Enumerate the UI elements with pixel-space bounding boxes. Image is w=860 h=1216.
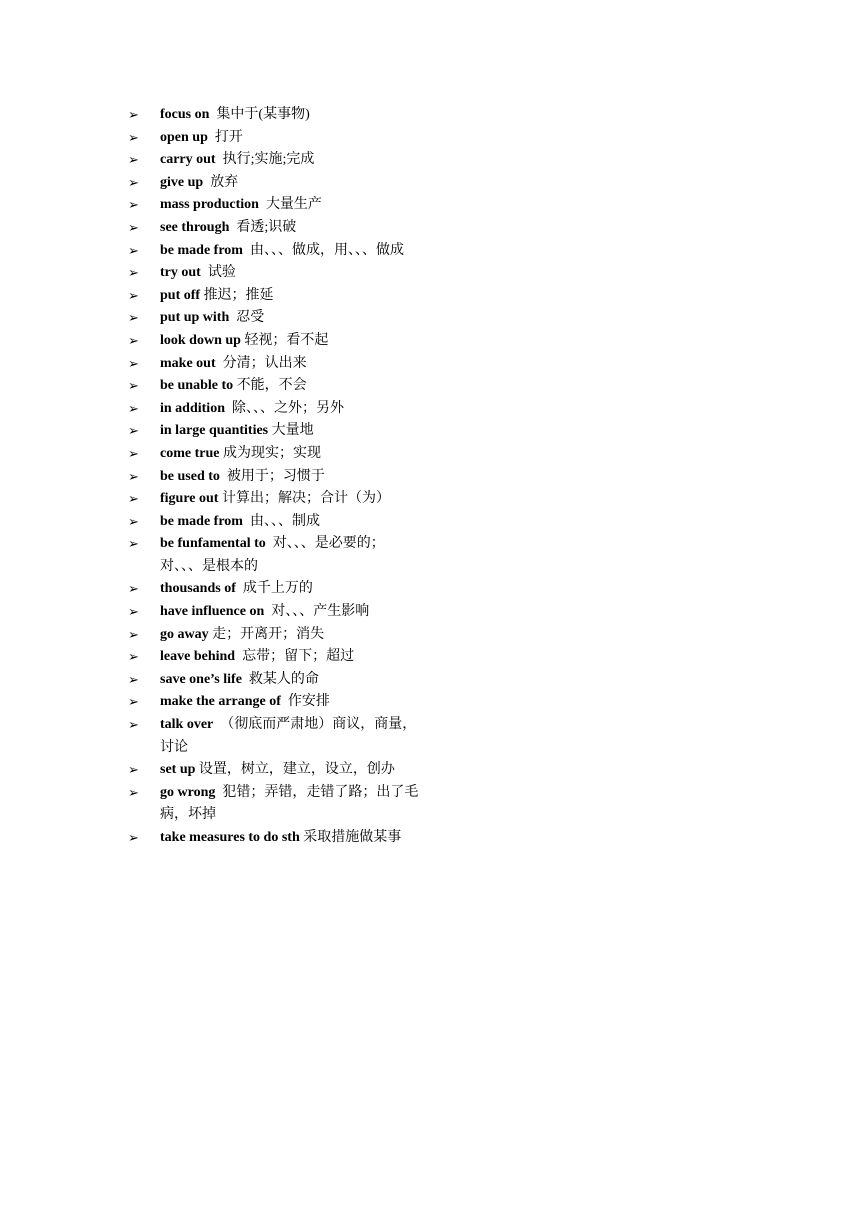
- phrase-entry: [160, 127, 420, 150]
- list-item: [128, 330, 428, 353]
- phrase-meaning: 试验: [207, 265, 236, 281]
- phrase-entry: [160, 240, 420, 263]
- phrase-term: figure out: [160, 491, 219, 507]
- phrase-separator: [220, 469, 227, 484]
- phrase-meaning: 大量地: [271, 423, 314, 439]
- arrow-bullet-icon: ➢: [128, 287, 139, 303]
- list-item: [128, 443, 428, 466]
- arrow-bullet-icon: ➢: [128, 197, 139, 213]
- phrase-entry: [160, 533, 420, 578]
- arrow-bullet-icon: ➢: [128, 310, 139, 326]
- phrase-meaning: 对、、、产生影响: [271, 604, 370, 620]
- phrase-meaning: 不能，不会: [236, 378, 307, 394]
- arrow-bullet-icon: ➢: [128, 649, 139, 665]
- phrase-entry: [160, 285, 420, 308]
- phrase-separator: [243, 514, 250, 529]
- phrase-separator: [201, 265, 208, 280]
- phrase-term: leave behind: [160, 649, 236, 665]
- phrase-meaning: （彻底而严肃地）商议，商量，讨论: [160, 717, 417, 755]
- list-item: [128, 578, 428, 601]
- phrase-term: be used to: [160, 468, 220, 484]
- phrase-meaning: 救某人的命: [248, 671, 319, 687]
- list-item: [128, 307, 428, 330]
- phrase-entry: [160, 488, 420, 511]
- phrase-entry: [160, 827, 420, 850]
- list-item: [128, 149, 428, 172]
- phrase-entry: [160, 782, 420, 827]
- phrase-term: make the arrange of: [160, 694, 281, 710]
- arrow-bullet-icon: ➢: [128, 129, 139, 145]
- arrow-bullet-icon: ➢: [128, 513, 139, 529]
- phrase-entry: [160, 194, 420, 217]
- phrase-meaning: 集中于(某事物): [216, 107, 310, 122]
- phrase-meaning: 分清；认出来: [222, 355, 307, 371]
- phrase-meaning: 忍受: [236, 310, 265, 326]
- phrase-entry: [160, 353, 420, 376]
- phrase-meaning: 被用于；习惯于: [226, 468, 325, 484]
- phrase-entry: [160, 691, 420, 714]
- list-item: [128, 353, 428, 376]
- phrase-term: be made from: [160, 513, 243, 529]
- phrase-meaning: 走；开离开；消失: [212, 626, 325, 642]
- arrow-bullet-icon: ➢: [128, 423, 139, 439]
- list-item: [128, 669, 428, 692]
- phrase-meaning: 除、、、之外；另外: [231, 400, 344, 416]
- phrase-term: open up: [160, 129, 208, 145]
- list-item: [128, 375, 428, 398]
- phrase-entry: [160, 466, 420, 489]
- list-item: [128, 759, 428, 782]
- phrase-separator: [243, 243, 250, 258]
- arrow-bullet-icon: ➢: [128, 581, 139, 597]
- phrase-entry: [160, 398, 420, 421]
- arrow-bullet-icon: ➢: [128, 536, 139, 552]
- phrase-separator: [266, 536, 273, 551]
- arrow-bullet-icon: ➢: [128, 445, 139, 461]
- phrase-term: thousands of: [160, 581, 236, 597]
- phrase-entry: [160, 420, 420, 443]
- phrase-term: carry out: [160, 152, 216, 168]
- phrase-term: see through: [160, 219, 230, 235]
- phrase-meaning: 作安排: [287, 694, 330, 710]
- arrow-bullet-icon: ➢: [128, 694, 139, 710]
- phrase-separator: [242, 672, 249, 687]
- phrase-separator: [259, 197, 266, 212]
- list-item: [128, 172, 428, 195]
- phrase-meaning: 大量生产: [265, 197, 322, 213]
- phrase-meaning: 成千上万的: [242, 581, 313, 597]
- phrase-entry: [160, 601, 420, 624]
- phrase-term: put off: [160, 287, 201, 303]
- arrow-bullet-icon: ➢: [128, 174, 139, 190]
- phrase-entry: [160, 646, 420, 669]
- arrow-bullet-icon: ➢: [128, 784, 139, 800]
- phrase-meaning: 由、、、做成，用、、、做成: [249, 242, 404, 258]
- phrase-entry: [160, 172, 420, 195]
- phrase-term: take measures to do sth: [160, 830, 300, 845]
- phrase-meaning: 犯错；弄错，走错了路；出了毛病，坏掉: [160, 784, 419, 823]
- list-item: [128, 398, 428, 421]
- phrase-meaning: 由、、、制成: [249, 513, 320, 529]
- phrase-entry: [160, 714, 420, 759]
- arrow-bullet-icon: ➢: [128, 107, 139, 122]
- list-item: [128, 240, 428, 263]
- list-item: [128, 601, 428, 624]
- phrase-entry: [160, 511, 420, 534]
- phrase-entry: [160, 443, 420, 466]
- phrase-term: put up with: [160, 310, 230, 326]
- phrase-separator: [216, 152, 223, 167]
- list-item: [128, 691, 428, 714]
- phrase-term: be funfamental to: [160, 536, 266, 552]
- phrase-list: [128, 104, 428, 850]
- phrase-term: give up: [160, 174, 204, 190]
- arrow-bullet-icon: ➢: [128, 830, 139, 845]
- phrase-entry: [160, 217, 420, 240]
- phrase-term: save one’s life: [160, 671, 242, 687]
- list-item: [128, 262, 428, 285]
- arrow-bullet-icon: ➢: [128, 671, 139, 687]
- list-item: [128, 466, 428, 489]
- arrow-bullet-icon: ➢: [128, 152, 139, 168]
- phrase-meaning: 计算出；解决；合计（为）: [221, 491, 390, 507]
- phrase-term: look down up: [160, 332, 241, 348]
- list-item: [128, 714, 428, 759]
- phrase-term: focus on: [160, 107, 210, 122]
- phrase-entry: [160, 307, 420, 330]
- arrow-bullet-icon: ➢: [128, 378, 139, 394]
- list-item: [128, 782, 428, 827]
- arrow-bullet-icon: ➢: [128, 717, 139, 733]
- phrase-entry: [160, 330, 420, 353]
- phrase-separator: [236, 581, 243, 596]
- phrase-term: mass production: [160, 197, 259, 213]
- arrow-bullet-icon: ➢: [128, 762, 139, 778]
- phrase-term: go wrong: [160, 784, 216, 800]
- list-item: [128, 194, 428, 217]
- arrow-bullet-icon: ➢: [128, 400, 139, 416]
- arrow-bullet-icon: ➢: [128, 604, 139, 620]
- phrase-meaning: 放弃: [210, 174, 239, 190]
- phrase-term: have influence on: [160, 604, 265, 620]
- phrase-term: set up: [160, 762, 196, 778]
- phrase-meaning: 看透;识破: [236, 219, 297, 235]
- phrase-meaning: 对、、、是必要的；对、、、是根本的: [160, 536, 385, 574]
- list-item: [128, 217, 428, 240]
- phrase-term: be unable to: [160, 378, 234, 394]
- list-item: [128, 127, 428, 150]
- phrase-term: make out: [160, 355, 216, 371]
- phrase-meaning: 轻视；看不起: [244, 332, 329, 348]
- arrow-bullet-icon: ➢: [128, 468, 139, 484]
- phrase-meaning: 设置，树立，建立，设立，创办: [198, 762, 395, 778]
- phrase-entry: [160, 624, 420, 647]
- phrase-separator: [208, 130, 215, 145]
- phrase-meaning: 采取措施做某事: [303, 830, 402, 845]
- list-item: [128, 420, 428, 443]
- arrow-bullet-icon: ➢: [128, 219, 139, 235]
- phrase-term: in large quantities: [160, 423, 269, 439]
- phrase-separator: [281, 694, 288, 709]
- phrase-term: go away: [160, 626, 209, 642]
- phrase-separator: [216, 356, 223, 371]
- phrase-meaning: 执行;实施;完成: [222, 152, 315, 168]
- phrase-term: in addition: [160, 400, 225, 416]
- arrow-bullet-icon: ➢: [128, 626, 139, 642]
- arrow-bullet-icon: ➢: [128, 332, 139, 348]
- arrow-bullet-icon: ➢: [128, 265, 139, 281]
- phrase-meaning: 推迟；推延: [203, 287, 274, 303]
- list-item: [128, 533, 428, 578]
- phrase-entry: [160, 375, 420, 398]
- arrow-bullet-icon: ➢: [128, 242, 139, 258]
- list-item: [128, 285, 428, 308]
- phrase-entry: [160, 578, 420, 601]
- list-item: [128, 511, 428, 534]
- arrow-bullet-icon: ➢: [128, 355, 139, 371]
- phrase-term: come true: [160, 445, 220, 461]
- list-item: [128, 624, 428, 647]
- phrase-term: talk over: [160, 717, 214, 733]
- phrase-separator: [225, 401, 232, 416]
- list-item: [128, 104, 428, 127]
- phrase-entry: [160, 104, 420, 127]
- phrase-meaning: 成为现实；实现: [222, 445, 321, 461]
- phrase-entry: [160, 149, 420, 172]
- phrase-entry: [160, 759, 420, 782]
- list-item: [128, 646, 428, 669]
- phrase-entry: [160, 262, 420, 285]
- phrase-meaning: 打开: [214, 129, 243, 145]
- phrase-term: be made from: [160, 242, 243, 258]
- arrow-bullet-icon: ➢: [128, 491, 139, 507]
- phrase-meaning: 忘带；留下；超过: [242, 649, 355, 665]
- phrase-entry: [160, 669, 420, 692]
- list-item: [128, 488, 428, 511]
- list-item: [128, 827, 428, 850]
- phrase-term: try out: [160, 265, 201, 281]
